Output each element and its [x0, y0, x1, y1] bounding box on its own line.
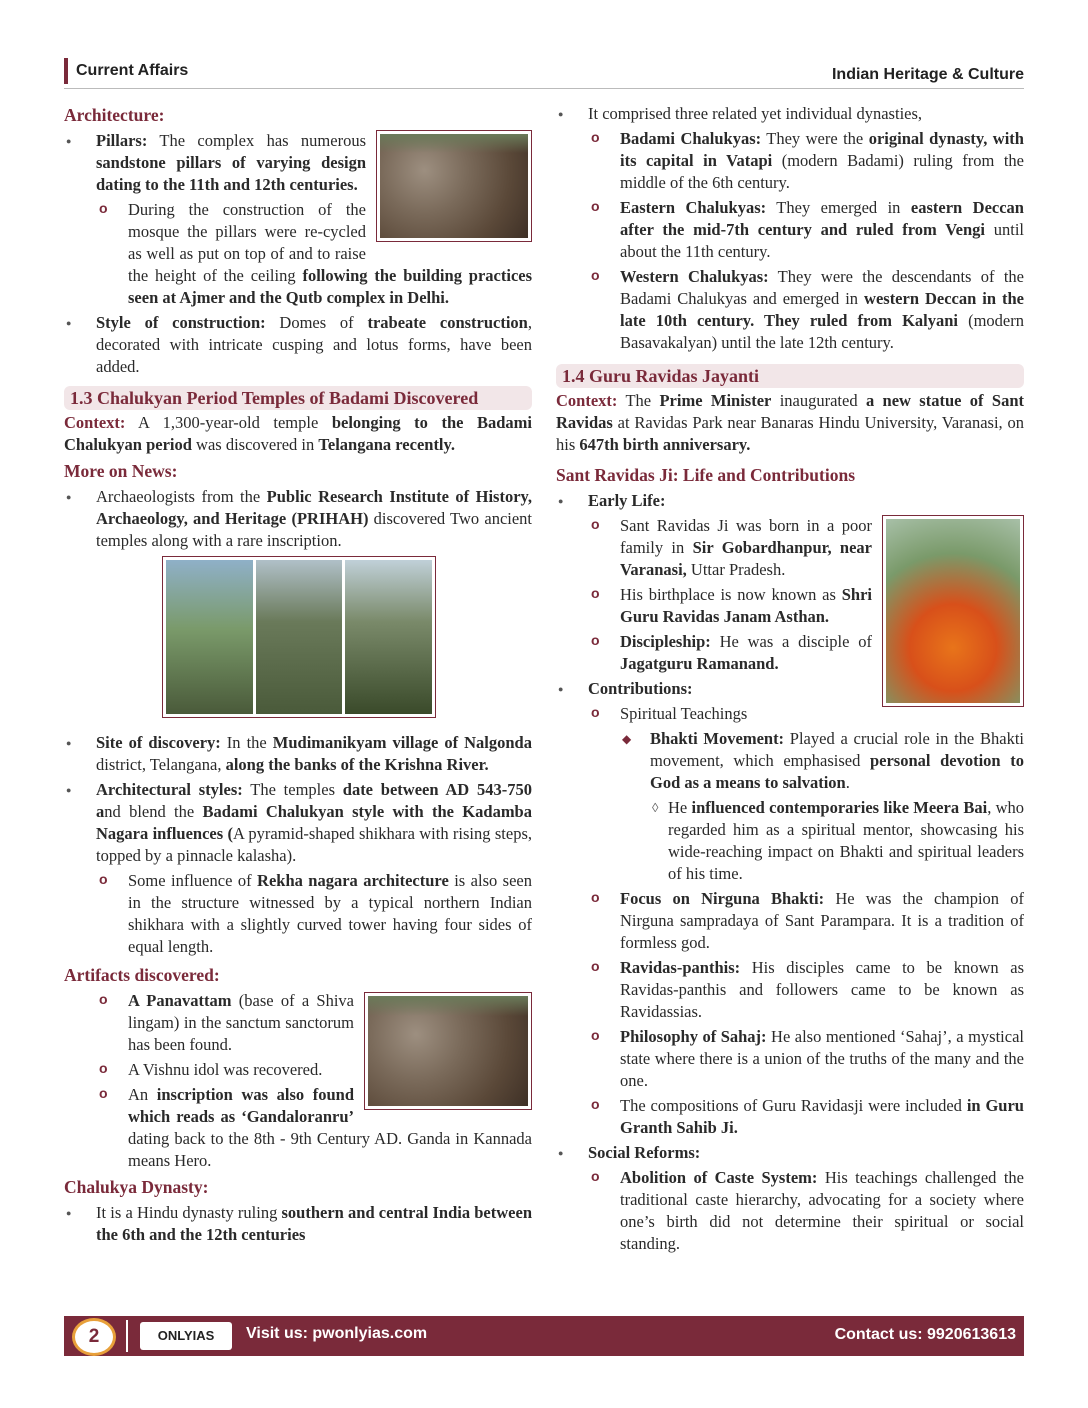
art3-bold: inscription was also found which reads as ‘Gandaloranru’ [128, 1085, 354, 1126]
style-bold: trabeate construction [367, 313, 528, 332]
site-label: Site of discovery: [96, 733, 221, 752]
site-bold: Mudimanikyam village of Nalgonda [272, 733, 532, 752]
list-item [556, 678, 1024, 700]
context-text-3: at Ravidas Park near Banaras Hindu University, Varanasi, on his [556, 413, 1024, 454]
list-item [650, 797, 1024, 885]
brand-logo: ONLYIAS [140, 1322, 232, 1350]
context-text: The [617, 391, 660, 410]
art3-text-2: dating back to the 8th - 9th Century AD. Ganda in Kannada means Hero. [128, 1129, 532, 1170]
early-label: Early Life: [588, 491, 666, 510]
birth-bold: Shri Guru Ravidas Janam Asthan. [620, 585, 872, 626]
bhakti-text-2: . [845, 773, 850, 792]
western-text-2: (modern Basavakalyan) until the late 12th century. [620, 311, 1024, 352]
styles-text-2: nd blend the [104, 802, 203, 821]
footer-bar [64, 1316, 1024, 1356]
pillars-sub-text: During the construction of the mosque the pillars were re-cycled as well as put on top of and to raise the height of the ceiling [128, 200, 366, 285]
dyn-text: It is a Hindu dynasty ruling [96, 1203, 282, 1222]
section-title-1-4: 1.4 Guru Ravidas Jayanti [556, 364, 1024, 388]
styles-text-3: A pyramid-shaped shikhara with rising steps, topped by a pinnacle kalasha). [96, 824, 532, 865]
born-text-2: Uttar Pradesh. [686, 560, 786, 579]
birth-text: His birthplace is now known as [620, 585, 842, 604]
context-text: A 1,300-year-old temple [125, 413, 332, 432]
list-item [96, 1059, 532, 1081]
born-bold: Sir Gobardhanpur, near Varanasi, [620, 538, 873, 579]
list-item [588, 1095, 1024, 1139]
dynasty-list [64, 1202, 532, 1246]
list-item [588, 128, 1024, 194]
disc-label: Discipleship: [620, 632, 711, 651]
arch-bold: Public Research Institute of History, Archaeology, and Heritage (PRIHAH) [96, 487, 532, 528]
western-text: They were the descendants of the Badami Chalukyas and emerged in [620, 267, 1024, 308]
architecture-list [64, 130, 532, 196]
born-text: Sant Ravidas Ji was born in a poor family in [620, 516, 872, 557]
panthis-text: His disciples came to be known as Ravidas-panthis and followers came to be known as Ravidassias. [620, 958, 1024, 1021]
visit-link[interactable]: Visit us: pwonlyias.com [246, 1325, 428, 1342]
nirguna-text: He was the champion of Nirguna sampradaya of Sant Parampara. It is a tradition of formless god. [620, 889, 1024, 952]
list-item [620, 728, 1024, 885]
context-paragraph [556, 390, 1024, 456]
caste-text: His teachings challenged the traditional caste hierarchy, advocating for a society where one’s birth did not determine their spiritual or social standing. [620, 1168, 1024, 1253]
context-bold-3: 647th birth anniversary. [579, 435, 751, 454]
header-divider [64, 88, 1024, 89]
social-list [556, 1142, 1024, 1164]
pillars-bold: sandstone pillars of varying design dating to the 11th and 12th centuries. [96, 153, 366, 194]
meera-text-2: , who regarded him as a spiritual mentor, showcasing his wide-reaching impact on Bhakti and spiritual leaders of his time. [668, 798, 1024, 883]
contrib-list [556, 678, 1024, 700]
list-item [64, 1202, 532, 1246]
disc-text: He was a disciple of [710, 632, 872, 651]
pillars-text: The complex has numerous [147, 131, 366, 150]
granth-bold: in Guru Granth Sahib Ji. [620, 1096, 1024, 1137]
rekha-list [64, 870, 532, 958]
list-item [64, 486, 532, 552]
social-label: Social Reforms: [588, 1143, 701, 1162]
eastern-text: They emerged in [766, 198, 911, 217]
meera-list [650, 797, 1024, 885]
context-bold-2: Telangana recently. [318, 435, 455, 454]
badami-bold: original dynasty, with its capital in Vatapi [620, 129, 1024, 170]
context-label: Context: [64, 413, 126, 432]
list-item [96, 870, 532, 958]
rekha-text: Some influence of [128, 871, 258, 890]
styles-bold-2: Badami Chalukyan style with the Kadamba Nagara influences ( [96, 802, 532, 843]
styles-label: Architectural styles: [96, 780, 243, 799]
architecture-heading: Architecture: [64, 105, 165, 125]
list-item [588, 266, 1024, 354]
western-label: Western Chalukyas: [620, 267, 769, 286]
list-item [588, 703, 1024, 885]
dynasty-heading: Chalukya Dynasty: [64, 1177, 209, 1197]
list-item [64, 130, 532, 196]
more-on-news-heading: More on News: [64, 461, 178, 481]
sahaj-label: Philosophy of Sahaj: [620, 1027, 767, 1046]
contrib-label: Contributions: [588, 679, 693, 698]
disc-bold: Jagatguru Ramanand. [620, 654, 779, 673]
context-text-2: inaugurated [771, 391, 866, 410]
pillars-label: Pillars: [96, 131, 148, 150]
arch-text: Archaeologists from the [96, 487, 267, 506]
nirguna-label: Focus on Nirguna Bhakti: [620, 889, 825, 908]
context-bold: Prime Minister [659, 391, 772, 410]
social-sublist [556, 1167, 1024, 1255]
list-item [588, 957, 1024, 1023]
left-column [64, 100, 532, 1249]
badami-text-2: (modern Badami) ruling from the middle of the 6th century. [620, 151, 1024, 192]
list-item [588, 1026, 1024, 1092]
list-item [588, 888, 1024, 954]
life-heading: Sant Ravidas Ji: Life and Contributions [556, 465, 856, 485]
contact-info: Contact us: 9920613613 [834, 1326, 1016, 1343]
western-bold: western Deccan in the late 10th century. They ruled from Kalyani [620, 289, 1025, 330]
spiritual-text: Spiritual Teachings [620, 704, 748, 723]
list-item [64, 732, 532, 776]
comprised-text: It comprised three related yet individual dynasties, [588, 104, 923, 123]
arch-text-2: discovered Two ancient temples along with a rare inscription. [96, 509, 533, 550]
pillars-sublist [64, 199, 532, 309]
header-right: Indian Heritage & Culture [831, 66, 1024, 83]
granth-text: The compositions of Guru Ravidasji were included [620, 1096, 967, 1115]
context-label: Context: [556, 391, 618, 410]
list-item [96, 1084, 532, 1172]
eastern-label: Eastern Chalukyas: [620, 198, 767, 217]
styles-bold: date between AD 543-750 a [96, 780, 532, 821]
art3-text: An [128, 1085, 157, 1104]
list-item [588, 631, 1024, 675]
temples-photo [162, 556, 436, 718]
artifacts-heading: Artifacts discovered: [64, 965, 220, 985]
badami-label: Badami Chalukyas: [620, 129, 762, 148]
art2-text: A Vishnu idol was recovered. [128, 1060, 323, 1079]
bhakti-label: Bhakti Movement: [650, 729, 785, 748]
site-text-2: district, Telangana, [96, 755, 226, 774]
rekha-bold: Rekha nagara architecture [257, 871, 449, 890]
style-text: Domes of [265, 313, 368, 332]
eastern-bold: eastern Deccan after the mid-7th century and ruled from Vengi [620, 198, 1024, 239]
list-item [64, 312, 532, 378]
list-item [588, 1167, 1024, 1255]
bhakti-bold: personal devotion to God as a means to salvation [650, 751, 1024, 792]
footer-divider [126, 1320, 128, 1352]
context-text-2: was discovered in [191, 435, 319, 454]
news-list [64, 486, 532, 552]
early-sublist [556, 515, 1024, 675]
art1-bold: A Panavattam [128, 991, 232, 1010]
panthis-label: Ravidas-panthis: [620, 958, 741, 977]
list-item [588, 584, 1024, 628]
list-item [64, 779, 532, 867]
contrib-sublist [556, 703, 1024, 1139]
comprised-list [556, 103, 1024, 125]
dyn-bold: southern and central India between the 6th and the 12th centuries [96, 1203, 532, 1244]
section-title-1-3: 1.3 Chalukyan Period Temples of Badami Discovered [64, 386, 532, 410]
site-bold-2: along the banks of the Krishna River. [225, 755, 489, 774]
context-bold-2: a new statue of Sant Ravidas [556, 391, 1024, 432]
list-item [588, 197, 1024, 263]
right-column [556, 100, 1024, 1258]
list-item [96, 990, 532, 1056]
list-item [96, 199, 532, 309]
caste-label: Abolition of Caste System: [620, 1168, 818, 1187]
page-number: 2 [72, 1318, 116, 1356]
style-list [64, 312, 532, 378]
site-text: In the [220, 733, 273, 752]
style-label: Style of construction: [96, 313, 266, 332]
bhakti-list [620, 728, 1024, 885]
header-left: Current Affairs [64, 58, 188, 84]
sahaj-text: He also mentioned ‘Sahaj’, a mystical state where there is a union of the truths of the many and the one. [620, 1027, 1024, 1090]
list-item [556, 1142, 1024, 1164]
meera-bold: influenced contemporaries like Meera Bai [691, 798, 988, 817]
styles-text: The temples [242, 780, 343, 799]
meera-text: He [668, 798, 692, 817]
list-item [556, 490, 1024, 512]
badami-text: They were the [761, 129, 869, 148]
dynasties-list [556, 128, 1024, 354]
list-item [588, 515, 1024, 581]
pillars-sub-bold: following the building practices seen at Ajmer and the Qutb complex in Delhi. [128, 266, 533, 307]
early-list [556, 490, 1024, 512]
list-item [556, 103, 1024, 125]
discovery-list [64, 732, 532, 867]
context-bold: belonging to the Badami Chalukyan period [64, 413, 532, 454]
context-paragraph [64, 412, 532, 456]
art1-text: (base of a Shiva lingam) in the sanctum sanctorum has been found. [128, 991, 355, 1054]
rekha-text-2: is also seen in the structure witnessed by a typical northern Indian shikhara with a slightly curved tower having four sides of equal length. [128, 871, 532, 956]
bhakti-text: Played a crucial role in the Bhakti movement, which emphasised [650, 729, 1024, 770]
style-text-2: , decorated with intricate cusping and lotus forms, have been added. [96, 313, 532, 376]
eastern-text-2: until about the 11th century. [620, 220, 1024, 261]
